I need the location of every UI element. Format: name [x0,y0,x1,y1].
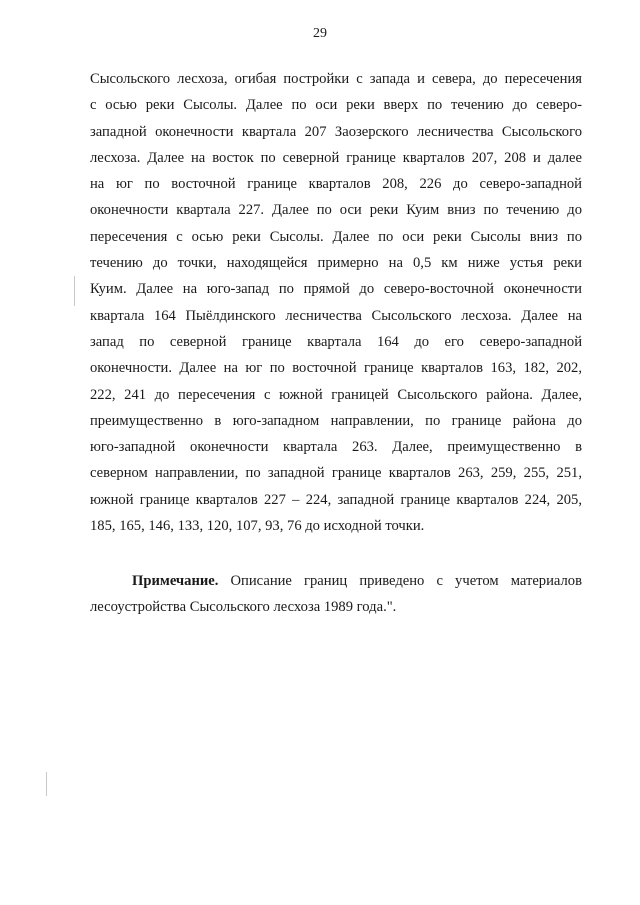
note-text: Описание границ приведено с учетом материалов [218,573,582,589]
body-line: оконечности квартала 227. Далее по оси реки Куим вниз по течению до [90,202,582,219]
body-line: на юг по восточной границе кварталов 208, 226 до северо-западной [90,176,582,193]
body-line: западной оконечности квартала 207 Заозерского лесничества Сысольского [90,123,582,140]
body-line: 185, 165, 146, 133, 120, 107, 93, 76 до исходной точки. [90,518,425,535]
scan-margin-mark [74,276,75,306]
body-line: северном направлении, по западной границе кварталов 263, 259, 255, 251, [90,465,582,482]
body-line: течению до точки, находящейся примерно на 0,5 км ниже устья реки [90,255,582,272]
body-line: оконечности. Далее на юг по восточной границе кварталов 163, 182, 202, [90,360,582,377]
body-line: преимущественно в юго-западном направлении, по границе района до [90,412,582,429]
body-line: 222, 241 до пересечения с южной границей Сысольского района. Далее, [90,386,582,403]
body-line: Куим. Далее на юго-запад по прямой до северо-восточной оконечности [90,281,582,298]
note-line [90,568,582,594]
body-line: юго-западной оконечности квартала 263. Далее, преимущественно в [90,439,582,456]
scan-margin-mark [46,772,47,796]
body-line: с осью реки Сысолы. Далее по оси реки вверх по течению до северо- [90,97,582,114]
body-line: пересечения с осью реки Сысолы. Далее по оси реки Сысолы вниз по [90,228,582,245]
body-line: запад по северной границе квартала 164 до его северо-западной [90,333,582,350]
body-line: южной границе кварталов 227 – 224, западной границе кварталов 224, 205, [90,491,582,508]
note-label: Примечание. [132,573,219,589]
page-number: 29 [313,26,327,41]
note-line: лесоустройства Сысольского лесхоза 1989 года.". [90,599,397,616]
note-paragraph [90,568,582,621]
body-line: лесхоза. Далее на восток по северной границе кварталов 207, 208 и далее [90,149,582,166]
body-line: квартала 164 Пыёлдинского лесничества Сысольского лесхоза. Далее на [90,307,582,324]
body-paragraph [90,66,582,539]
body-line: Сысольского лесхоза, огибая постройки с запада и севера, до пересечения [90,71,582,87]
